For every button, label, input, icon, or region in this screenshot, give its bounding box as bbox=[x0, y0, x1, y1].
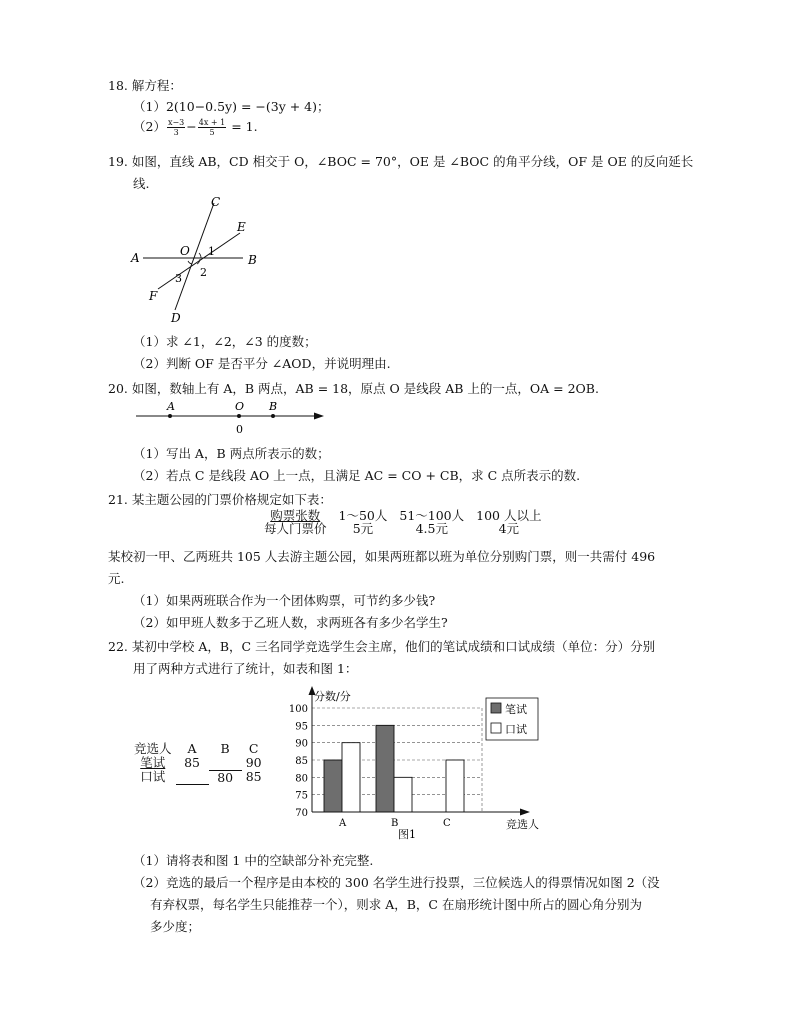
y-tick-label: 75 bbox=[295, 790, 308, 802]
q18-minus: − bbox=[186, 119, 197, 134]
label-a: A bbox=[131, 251, 140, 265]
score-table-blank bbox=[209, 756, 242, 770]
angle-arc-3 bbox=[188, 261, 192, 264]
ticket-price-table bbox=[258, 509, 547, 535]
label-o: O bbox=[180, 244, 190, 258]
line-ef bbox=[158, 233, 240, 289]
price-table-row-price bbox=[258, 522, 547, 535]
axis-arrow bbox=[314, 413, 324, 420]
price-table-cell: 51～100人 bbox=[399, 508, 465, 523]
score-table-cell: B bbox=[220, 741, 230, 756]
x-axis-arrow bbox=[520, 809, 530, 816]
angle-label-3: 3 bbox=[175, 272, 182, 285]
q19-geometry-figure bbox=[125, 190, 275, 330]
q22-part2-line1: （2）竞选的最后一个程序是由本校的 300 名学生进行投票，三位候选人的得票情况如图 2（没 bbox=[133, 875, 660, 890]
score-table-cell: 竞选人 bbox=[134, 741, 172, 756]
score-bar-chart bbox=[280, 684, 550, 844]
q22-part2-line3: 多少度； bbox=[150, 919, 201, 934]
score-table bbox=[130, 742, 266, 785]
score-table-cell: 口试 bbox=[140, 769, 166, 785]
chart-x-ticks bbox=[338, 818, 451, 829]
score-table-cell: 80 bbox=[217, 769, 234, 785]
score-table-row-written bbox=[130, 756, 266, 770]
price-table-cell: 100 人以上 bbox=[476, 508, 542, 523]
y-tick-label: 85 bbox=[295, 756, 308, 767]
legend-swatch-oral bbox=[491, 723, 501, 733]
origin-zero-label: 0 bbox=[236, 423, 243, 436]
q22-stem-line2: 用了两种方式进行了统计，如表和图 1： bbox=[133, 661, 358, 676]
x-tick-label: C bbox=[443, 818, 451, 829]
score-table-blank bbox=[176, 770, 209, 785]
legend-label-written: 笔试 bbox=[505, 703, 527, 716]
q20-part2: （2）若点 C 是线段 AO 上一点，且满足 AC = CO + CB，求 C 点所表示的数. bbox=[133, 468, 581, 483]
chart-title: 图1 bbox=[398, 828, 416, 841]
bar-A-oral bbox=[342, 743, 360, 812]
label-e: E bbox=[237, 220, 246, 234]
label-c: C bbox=[211, 195, 221, 209]
q18-fraction-1 bbox=[167, 118, 185, 137]
legend-label-oral: 口试 bbox=[505, 723, 527, 736]
y-tick-label: 80 bbox=[295, 773, 308, 785]
bar-A-written bbox=[324, 760, 342, 812]
q21-stem: 21. 某主题公园的门票价格规定如下表： bbox=[108, 492, 332, 507]
y-tick-label: 70 bbox=[295, 808, 308, 819]
point-a-label: A bbox=[167, 400, 175, 413]
q18-fraction-1-num: x−3 bbox=[167, 118, 185, 127]
y-tick-label: 90 bbox=[295, 738, 308, 750]
label-d: D bbox=[171, 311, 181, 325]
x-tick-label: A bbox=[339, 818, 347, 829]
chart-y-ticks bbox=[289, 704, 308, 819]
legend-swatch-written bbox=[491, 703, 501, 713]
label-f: F bbox=[149, 289, 158, 303]
q18-part1: （1）2(10−0.5y) = −(3y + 4)； bbox=[133, 99, 330, 114]
q20-number-line bbox=[130, 396, 330, 438]
point-a bbox=[168, 414, 172, 418]
x-tick-label: B bbox=[391, 818, 399, 829]
q18-part2-tail: = 1. bbox=[227, 119, 258, 134]
q21-body-line1: 某校初一甲、乙两班共 105 人去游主题公园，如果两班都以班为单位分别购门票，则一共需付 496 bbox=[108, 549, 656, 564]
point-o-label: O bbox=[235, 400, 245, 413]
q19-stem-line2: 线. bbox=[133, 176, 150, 191]
x-axis-label: 竞选人 bbox=[506, 818, 539, 831]
bar-C-oral bbox=[446, 760, 464, 812]
point-b-label: B bbox=[269, 400, 278, 413]
q19-part2: （2）判断 OF 是否平分 ∠AOD，并说明理由. bbox=[133, 356, 391, 371]
y-tick-label: 95 bbox=[295, 721, 308, 733]
price-table-cell: 5元 bbox=[352, 521, 374, 536]
score-table-row-oral bbox=[130, 770, 266, 785]
q18-fraction-1-den: 3 bbox=[173, 128, 179, 137]
score-table-cell: 85 bbox=[245, 769, 262, 785]
price-table-cell: 4元 bbox=[498, 521, 520, 536]
chart-bars bbox=[324, 725, 464, 812]
q19-stem-line1: 19. 如图，直线 AB，CD 相交于 O，∠BOC = 70°，OE 是 ∠BOC 的角平分线，OF 是 OE 的反向延长 bbox=[108, 154, 694, 169]
score-table-cell: 85 bbox=[184, 755, 200, 770]
q18-fraction-2 bbox=[198, 118, 226, 137]
label-b: B bbox=[248, 253, 257, 267]
y-tick-label: 100 bbox=[288, 704, 308, 715]
q18-fraction-2-num: 4x + 1 bbox=[198, 118, 226, 127]
q20-part1: （1）写出 A，B 两点所表示的数； bbox=[133, 446, 330, 461]
q20-stem: 20. 如图，数轴上有 A，B 两点，AB = 18，原点 O 是线段 AB 上的一点，OA = 2OB. bbox=[108, 381, 599, 396]
score-table-cell: 90 bbox=[245, 755, 262, 770]
q22-part1: （1）请将表和图 1 中的空缺部分补充完整. bbox=[133, 853, 374, 868]
q21-body-line2: 元. bbox=[108, 571, 125, 586]
q21-part1: （1）如果两班联合作为一个团体购票，可节约多少钱? bbox=[133, 593, 436, 608]
score-table-header bbox=[130, 742, 266, 756]
score-table-cell: 笔试 bbox=[140, 755, 166, 770]
angle-label-1: 1 bbox=[208, 245, 215, 258]
q22-stem-line1: 22. 某初中学校 A，B，C 三名同学竞选学生会主席，他们的笔试成绩和口试成绩（单位：分）分别 bbox=[108, 639, 656, 654]
price-table-cell: 4.5元 bbox=[415, 521, 448, 536]
bar-B-written bbox=[376, 725, 394, 812]
chart-legend bbox=[486, 698, 538, 740]
q18-part2-prefix: （2） bbox=[133, 119, 166, 134]
score-table-cell: A bbox=[187, 741, 197, 756]
bar-B-oral bbox=[394, 777, 412, 812]
angle-arc-1 bbox=[199, 253, 201, 258]
q18-part2 bbox=[133, 117, 258, 137]
score-table-cell: C bbox=[248, 741, 259, 756]
y-axis-label: 分数/分 bbox=[314, 690, 351, 703]
price-table-cell: 每人门票价 bbox=[264, 521, 327, 536]
q19-part1: （1）求 ∠1，∠2，∠3 的度数； bbox=[133, 334, 317, 349]
q21-part2: （2）如甲班人数多于乙班人数，求两班各有多少名学生? bbox=[133, 615, 448, 630]
price-table-cell: 1～50人 bbox=[338, 508, 388, 523]
point-o bbox=[237, 414, 241, 418]
point-b bbox=[271, 414, 275, 418]
price-table-cell: 购票张数 bbox=[270, 508, 321, 523]
q22-part2-line2: 有弃权票，每名学生只能推荐一个），则求 A，B，C 在扇形统计图中所占的圆心角分别为 bbox=[150, 897, 642, 912]
q18-fraction-2-den: 5 bbox=[209, 128, 215, 137]
angle-label-2: 2 bbox=[200, 266, 207, 279]
q18-stem: 18. 解方程： bbox=[108, 78, 182, 93]
